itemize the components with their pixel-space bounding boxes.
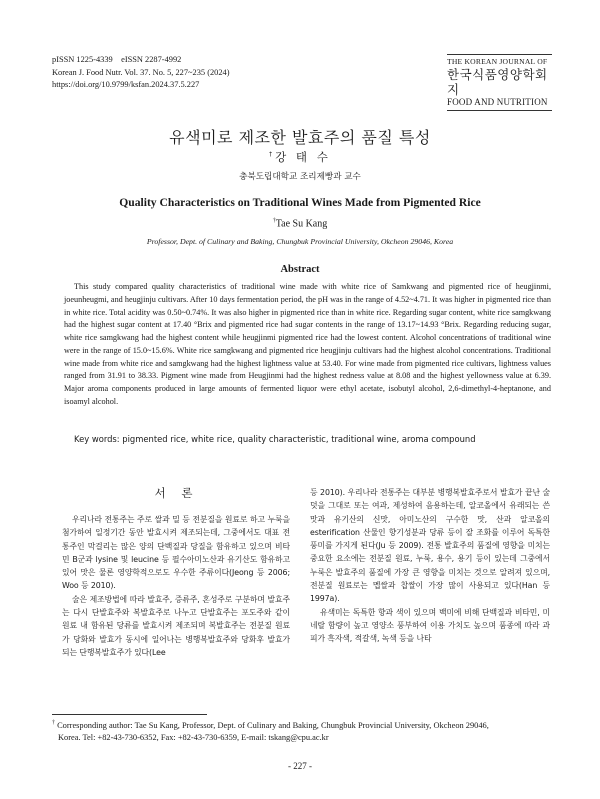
corresponding-mark-en: † (272, 218, 276, 224)
keywords: Key words: pigmented rice, white rice, quality characteristic, traditional wine, aroma compound (74, 434, 476, 444)
paragraph: 유색미는 독특한 향과 색이 있으며 백미에 비해 단백질과 비타민, 미네랄 함량이 높고 영양소 풍부하여 이용 가치도 높으며 품종에 따라 과피가 흑자색, 적갈색, 녹색 등을 나타 (310, 607, 550, 644)
abstract-body: This study compared quality characteristics of traditional wine made with white rice of Samkwang and pigmented rice of heugjinmi, joeunheugmi, and heugjinju cultivars. After 10 days fermentation period, the pH was in the range of 4.52~4.71. It was higher in pigmented rice than in white rice. Total acidity was 0.50~0.74%. It was also higher in pigmented rice than in white rice. Regarding sugar content, white rice samgkwang had the highest sugar content at 17.40 °Brix and pigmented rice had sugar contents in the range of 13.17~14.93 °Brix. Regarding reducing sugar, white rice samgkwang had the highest content while heugjinmi pigmented rice had the lowest content. Alcohol concentrations of traditional wine were in the range of 15.0~15.6%. White rice samgkwang and pigmented rice heugjinju cultivars had the highest alcohol concentrations. Traditional wine made from white rice and samgkwang had the highest lightness value at 53.40. For wine made from pigmented rice cultivars, lightness values ranged from 31.91 to 38.33. Pigment wine made from Heugjinmi had the highest redness value at 8.08 and the highest yellowness value at 6.39. Major aroma components produced in large amounts of fermented liquor were ethyl acetate, isobutyl alcohol, 2,6-dimethyl-4-heptanone, and isoamyl alcohol. (64, 282, 551, 406)
section-heading-introduction: 서 론 (154, 486, 199, 500)
paper-title-en: Quality Characteristics on Traditional Wines Made from Pigmented Rice (119, 196, 481, 209)
page-number: - 227 - (288, 761, 312, 771)
footnote-line-2: Korea. Tel: +82-43-730-6352, Fax: +82-43-730-6359, E-mail: tskang@cpu.ac.kr (58, 733, 329, 743)
author-ko-name: 강 태 수 (275, 150, 331, 164)
volume-line: Korean J. Food Nutr. Vol. 37. No. 5, 227~235 (2024) (52, 67, 230, 77)
footnote-divider (52, 714, 207, 715)
body-column-left (62, 513, 290, 659)
journal-name-en-top: THE KOREAN JOURNAL OF (447, 57, 548, 66)
corresponding-mark: † (269, 151, 276, 159)
paragraph: 우리나라 전통주는 주로 쌀과 밀 등 전분질을 원료로 하고 누룩을 첨가하여 일정기간 동안 발효시켜 제조되는데, 그중에서도 대표 전통주인 막걸리는 많은 양의 단백질과 당질을 함유하고 있으며 비타민 B군과 lysine 및 leucine 등 필수아미노산과 유기산도 함유하고 있어 맛은 물론 영양학적으로도 우수한 주류이다(Jeong 등 2006; Woo 등 2010). (62, 515, 290, 591)
body-column-right (310, 486, 550, 646)
corresponding-author-footnote (52, 717, 552, 745)
footnote-line-1: † Corresponding author: Tae Su Kang, Professor, Dept. of Culinary and Baking, Chungbuk Provincial University, Okcheon 29046, (52, 720, 489, 730)
footnote-mark: † (52, 720, 55, 726)
paragraph: 등 2010). 우리나라 전통주는 대부분 병행복발효주로서 발효가 끝난 술덧을 그대로 또는 여과, 제성하여 음용하는데, 알코올에서 유래되는 쓴맛과 유기산의 신맛, 아미노산의 구수한 맛, 산과 알코올의 esterification 산물인 향기성분과 당류 등이 잘 조화를 이루어 독특한 풍미를 가지게 된다(Ju 등 2009). 전통 발효주의 품질에 영향을 미치는 중요한 요소에는 전분질 원료, 누룩, 용수, 용기 등이 있는데 그중에서 누룩은 발효주의 품질에 가장 큰 영향을 미치는 것으로 알려져 있으며, 전분질 원료로는 멥쌀과 찹쌀이 가장 많이 사용되고 있다(Han 등 1997a). (310, 488, 550, 604)
doi-line[interactable]: https://doi.org/10.9799/ksfan.2024.37.5.227 (52, 80, 200, 89)
affiliation-ko: 충북도립대학교 조리제빵과 교수 (239, 172, 361, 182)
abstract-heading: Abstract (280, 264, 320, 275)
issn-line: pISSN 1225-4339 eISSN 2287-4992 (52, 55, 182, 64)
journal-name-ko: 한국식품영양학회지 (447, 67, 548, 97)
journal-logo-block (447, 54, 552, 111)
paragraph: 술은 제조방법에 따라 발효주, 증류주, 혼성주로 구분하며 발효주는 다시 단발효주와 복발효주로 나누고 단발효주는 포도주와 같이 원료 내 함유된 당류를 발효시켜 제조되며 복발효주는 전분질 원료가 당화와 발효가 동시에 일어나는 병행복발효주와 당화후 발효가 되는 단행복발효주가 있다(Lee (62, 594, 290, 657)
journal-citation-block (52, 54, 230, 92)
affiliation-en: Professor, Dept. of Culinary and Baking, Chungbuk Provincial University, Okcheon 29046, Korea (146, 237, 454, 246)
journal-name-en-bottom: FOOD AND NUTRITION (447, 97, 548, 107)
author-en (0, 218, 600, 229)
paper-title-ko: 유색미로 제조한 발효주의 품질 특성 (169, 128, 431, 147)
author-en-name: Tae Su Kang (275, 218, 328, 230)
author-ko (0, 149, 600, 165)
